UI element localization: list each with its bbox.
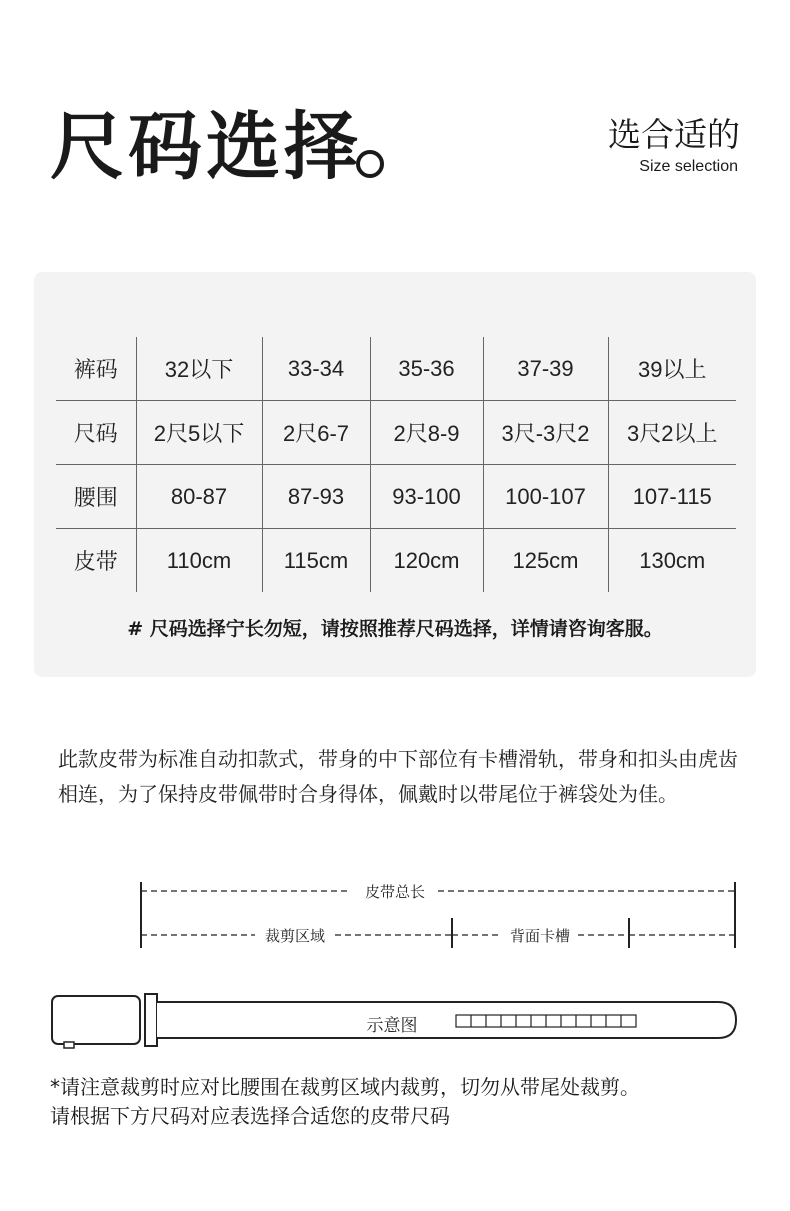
belt-diagram [0, 870, 790, 1060]
title-dot [356, 150, 384, 178]
table-cell: 35-36 [370, 337, 483, 401]
table-cell: 93-100 [370, 465, 483, 529]
table-cell: 3尺-3尺2 [483, 401, 608, 465]
table-cell: 2尺5以下 [136, 401, 262, 465]
subtitle-cn: 选合适的 [608, 115, 740, 154]
back-slot-label: 背面卡槽 [509, 927, 571, 945]
row-header: 尺码 [56, 401, 136, 465]
page-title: 尺码选择 [50, 104, 362, 190]
table-cell: 120cm [370, 529, 483, 593]
size-table [56, 337, 736, 592]
size-advice: 请根据下方尺码对应表选择合适您的皮带尺码 [50, 1104, 450, 1128]
table-cell: 87-93 [262, 465, 370, 529]
row-header: 腰围 [56, 465, 136, 529]
table-cell: 32以下 [136, 337, 262, 401]
product-description: 此款皮带为标准自动扣款式，带身的中下部位有卡槽滑轨，带身和扣头由虎齿相连，为了保持皮带佩带时合身得体，佩戴时以带尾位于裤袋处为佳。 [58, 747, 738, 806]
table-cell: 3尺2以上 [608, 401, 736, 465]
illustration-label: 示意图 [366, 1016, 418, 1036]
table-cell: 125cm [483, 529, 608, 593]
buckle-bar [145, 994, 157, 1046]
size-note: # 尺码选择宁长勿短，请按照推荐尺码选择，详情请咨询客服。 [127, 618, 663, 640]
table-cell: 33-34 [262, 337, 370, 401]
table-cell: 2尺8-9 [370, 401, 483, 465]
table-cell: 39以上 [608, 337, 736, 401]
table-row [56, 465, 736, 529]
table-cell: 130cm [639, 547, 706, 573]
total-length-label: 皮带总长 [364, 883, 426, 901]
table-cell: 115cm [262, 529, 370, 593]
buckle-shape [52, 996, 140, 1044]
row-header: 裤码 [56, 337, 136, 401]
table-cell: 80-87 [136, 465, 262, 529]
table-cell: 110cm [136, 529, 262, 593]
table-cell: 100-107 [483, 465, 608, 529]
table-cell: 37-39 [483, 337, 608, 401]
slot-track [456, 1015, 636, 1027]
cut-warning: *请注意裁剪时应对比腰围在裁剪区域内裁剪，切勿从带尾处裁剪。 [50, 1075, 640, 1099]
cut-area-label: 裁剪区域 [264, 927, 326, 945]
table-row [56, 337, 736, 401]
table-cell: 2尺6-7 [262, 401, 370, 465]
subtitle-en: Size selection [639, 158, 738, 175]
belt-strap [157, 1002, 736, 1038]
table-cell: 107-115 [608, 465, 736, 529]
table-row [56, 401, 736, 465]
table-row [56, 529, 736, 593]
row-header: 皮带 [56, 529, 136, 593]
